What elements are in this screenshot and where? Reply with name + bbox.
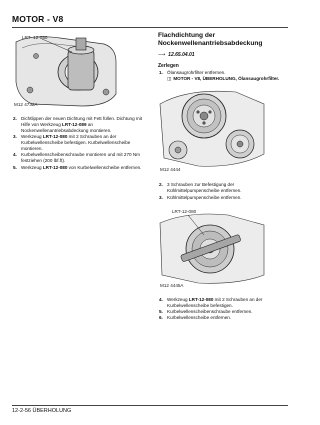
footer-rule (12, 405, 288, 406)
left-steps-list (12, 116, 150, 171)
cross-reference-link[interactable]: MOTOR - V8, ÜBERHOLUNG, Ölansaugrohrfilter. (173, 75, 280, 81)
tool-callout: LRT- 12-080 (22, 35, 48, 40)
figure-crank-pulley-tool (158, 207, 288, 291)
step-number: 2. (13, 116, 17, 121)
right-steps-list-3 (158, 297, 288, 322)
header-rule (12, 27, 288, 28)
operation-code: ⟶ 12.65.04.01 (158, 51, 195, 58)
operation-code-icon: ⟶ (158, 51, 166, 58)
figure-water-pump-pulley (158, 84, 288, 176)
section-title: Flachdichtung der Nockenwellenantriebsabdeckung (158, 32, 263, 47)
pulley-illustration (158, 84, 268, 173)
step-number: 1. (159, 69, 163, 75)
figure-seal-tool (12, 32, 150, 110)
list-item: 6. Kurbelwellenscheibe entfernen. (159, 315, 232, 321)
list-item: 3. Kühlmittelpumpenscheibe entfernen. (159, 194, 242, 200)
right-column (158, 32, 288, 322)
right-steps-list-2 (158, 182, 288, 200)
list-item: 3. Werkzeug LRT-12-080 mit 2 Schrauben an der Kurbelwellenscheibe befestigen. Kurbelwellenscheibe montieren. (13, 134, 131, 152)
step-number: 3. (13, 134, 17, 140)
seal-tool-illustration (12, 32, 122, 110)
step-number: 2. (159, 182, 163, 188)
book-reference-icon: ◫ (167, 75, 172, 81)
list-item: 5. Werkzeug LRT-12-080 von Kurbelwellenscheibe entfernen. (13, 164, 142, 170)
step-number: 6. (159, 315, 163, 321)
list-item: 5. Kurbelwellenscheibenschraube entfernen. (159, 308, 253, 314)
figure-id: M12 4732A (14, 102, 38, 107)
list-item: 4. Werkzeug LRT-12-080 mit 2 Schrauben an der Kurbelwellenscheibe befestigen. (159, 296, 263, 308)
list-item: 2. Dichtlippen der neuen Dichtung mit Fett füllen. Dichtung mit Hilfe von Werkzeug LRT-12-089 an Nockenwellenantriebsabdeckung montieren. (13, 116, 143, 133)
figure-id: M12 4445A (160, 282, 184, 288)
step-number: 5. (13, 164, 17, 170)
page-header-title: MOTOR - V8 (12, 14, 64, 24)
list-item: 2. 3 Schrauben zur Befestigung der Kühlmittelpumpenscheibe entfernen. (159, 182, 242, 194)
left-column (12, 32, 150, 171)
step-number: 5. (159, 308, 163, 314)
list-item: 1. Ölansaugrohrfilter entfernen. ◫ MOTOR - V8, ÜBERHOLUNG, Ölansaugrohrfilter. (159, 69, 280, 81)
tool-callout: LRT-12-080 (172, 208, 197, 214)
crank-pulley-illustration (158, 207, 268, 285)
subheading: Zerlegen (158, 62, 179, 69)
step-number: 4. (13, 152, 17, 158)
right-steps-list-1 (158, 70, 288, 82)
list-item: 4. Kurbelwellenscheibenschraube montieren und mit 270 Nm festziehen (200 lbf.ft). (13, 152, 140, 164)
figure-id: M12 4444 (160, 167, 181, 173)
step-number: 3. (159, 194, 163, 200)
step-number: 4. (159, 296, 163, 302)
page-footer: 12-2-56 ÜBERHOLUNG (12, 408, 72, 414)
